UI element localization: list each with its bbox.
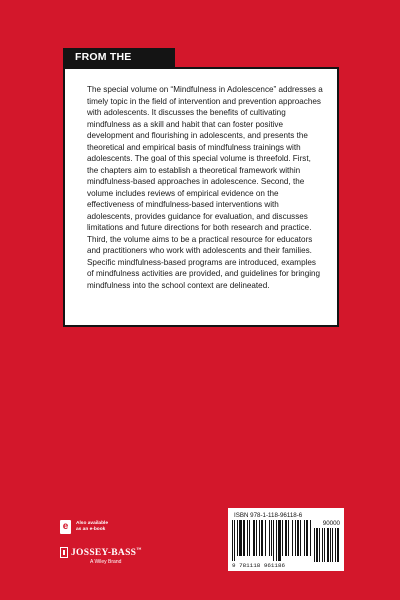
barcode-bar	[316, 528, 318, 562]
ebook-note	[76, 521, 108, 533]
barcode-bar	[306, 520, 308, 556]
publisher-logo	[60, 547, 142, 565]
barcode-bar	[253, 520, 255, 556]
barcode-bar	[297, 520, 299, 556]
publisher-name: JOSSEY-BASS™	[71, 547, 142, 558]
barcode-bar	[273, 520, 274, 561]
barcode-digits: 9 781118 961186	[232, 562, 286, 569]
barcode-bar	[327, 528, 329, 562]
barcode-bar	[271, 520, 272, 556]
barcode-bar	[265, 520, 266, 556]
ebook-line-1: Also available	[76, 521, 108, 526]
barcode-bar	[249, 520, 250, 556]
isbn-number: ISBN 978-1-118-96118-6	[234, 512, 303, 519]
barcode-bar	[282, 520, 283, 556]
barcode-bar	[261, 520, 263, 556]
barcode-bar	[322, 528, 323, 562]
barcode-bar	[247, 520, 248, 556]
editors-description: The special volume on “Mindfulness in Adolescence” addresses a timely topic in the field of intervention and prevention approaches with adolescents. It discusses the benefits of cultivating mindfulness as a skill and habit that can foster positive development and flourishing in adolescents, and presents the theoretical and empirical basis of mindfulness trainings with adolescents. The goal of this special volume is threefold. First, the chapters aim to establish a theoretical framework within mindfulness-based approaches in adolescence. Second, the volume includes reviews of empirical evidence on the effectiveness of mindfulness-based interventions with adolescents, provides guidance for evaluation, and discusses limitations and future directions for both research and practice. Third, the volume aims to be a practical resource for educators and practitioners who work with adolescents and their families. Specific mindfulness-based programs are introduced, examples of mindfulness activities are provided, and guidelines for bringing mindfulness into the school context are delineated.	[87, 85, 323, 290]
barcode-bar	[269, 520, 270, 556]
isbn-barcode	[232, 520, 312, 562]
barcode-area	[232, 520, 340, 568]
barcode-bar	[278, 520, 281, 561]
trademark-symbol: ™	[136, 547, 142, 553]
ebook-line-2: as an e-book	[76, 527, 106, 532]
ebook-badge	[60, 520, 108, 534]
e-book-icon: e	[60, 520, 71, 534]
barcode-bar	[256, 520, 257, 556]
price-addon-barcode	[314, 528, 340, 562]
barcode-bar	[239, 520, 242, 556]
barcode-bar	[259, 520, 260, 556]
editors-text-box	[63, 67, 339, 327]
barcode-bar	[276, 520, 277, 561]
jossey-bass-logo-icon	[60, 547, 68, 558]
barcode-bar	[300, 520, 301, 556]
publisher-tagline: A Wiley Brand	[90, 559, 122, 565]
barcode-bar	[314, 528, 315, 562]
barcode-bar	[324, 528, 325, 562]
barcode-bar	[285, 520, 287, 556]
barcode-bar	[292, 520, 293, 556]
barcode-bar	[288, 520, 289, 556]
barcode-bar	[304, 520, 305, 556]
editors-heading: FROM THE	[75, 51, 132, 63]
barcode-bar	[335, 528, 336, 562]
barcode-bar	[243, 520, 245, 556]
barcode-bar	[234, 520, 235, 561]
barcode-bar	[232, 520, 233, 561]
barcode-bar	[237, 520, 238, 556]
barcode-bar	[310, 520, 311, 556]
barcode-bar	[337, 528, 339, 562]
barcode-bar	[319, 528, 320, 562]
barcode-panel	[228, 508, 344, 571]
barcode-bar	[330, 528, 331, 562]
barcode-bar	[332, 528, 333, 562]
editors-heading-tab	[63, 48, 175, 67]
price-code: 90000	[322, 520, 340, 527]
barcode-bar	[295, 520, 296, 556]
